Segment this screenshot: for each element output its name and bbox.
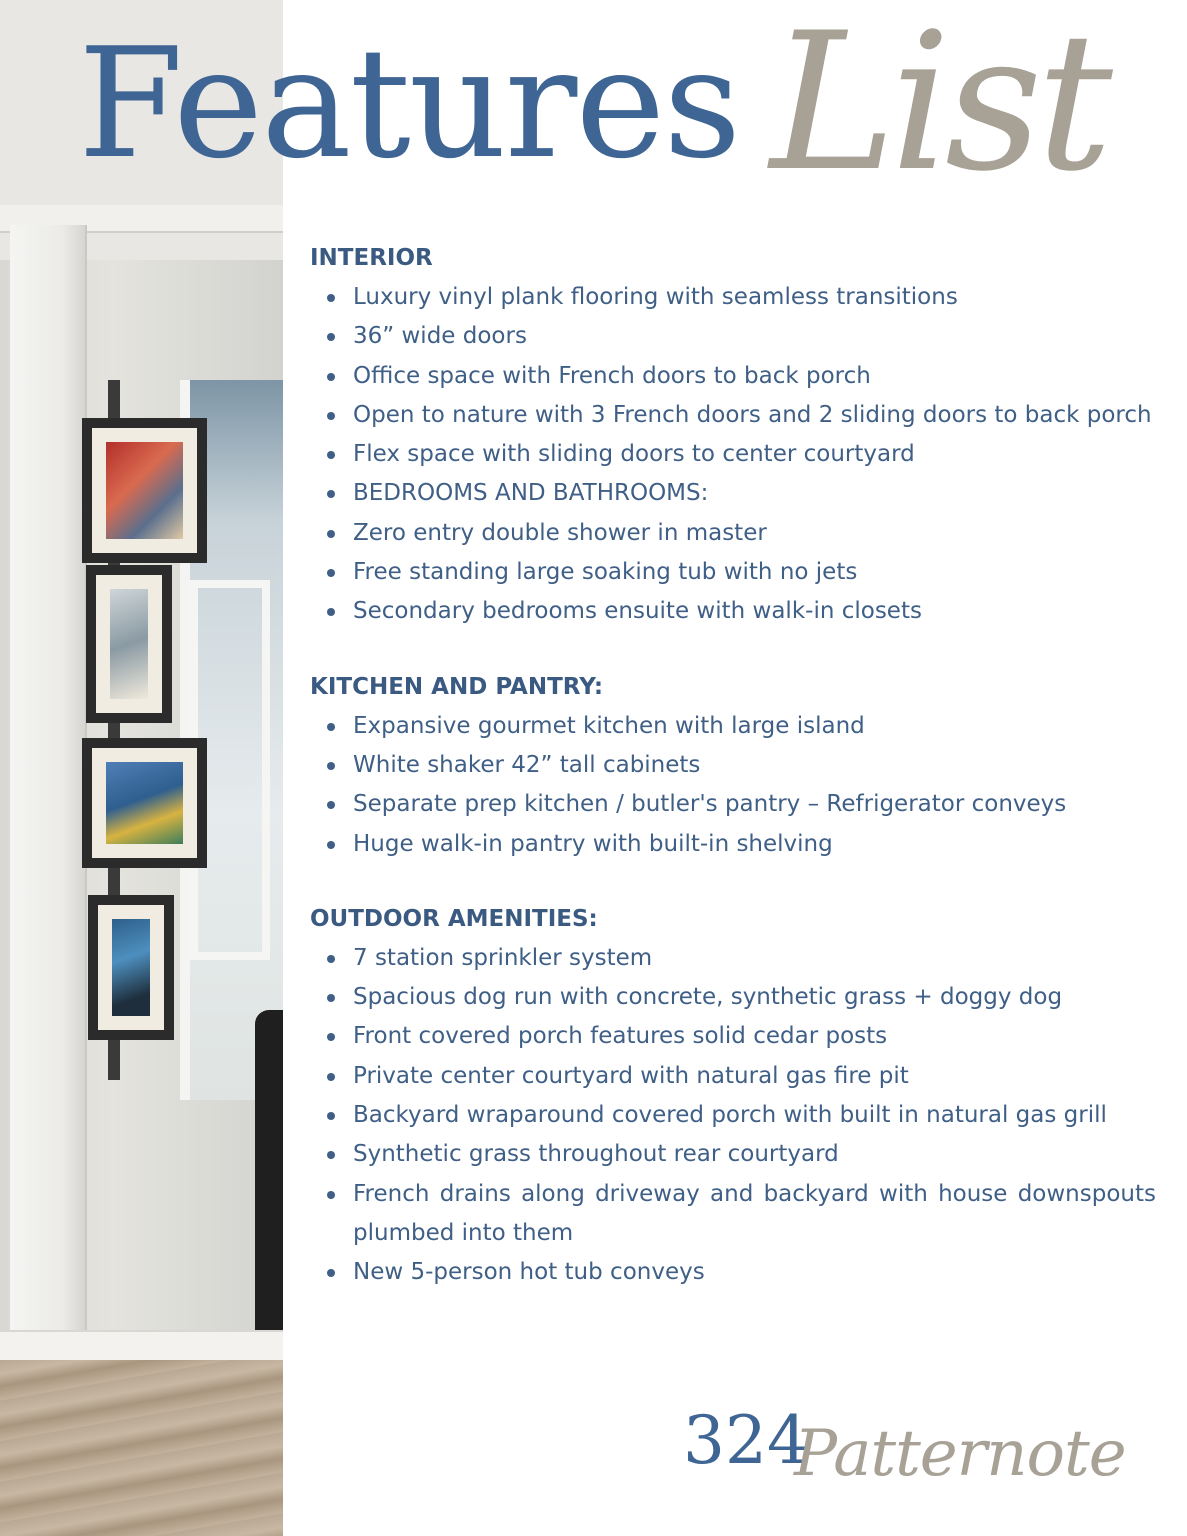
- features-content: [310, 240, 1156, 1330]
- list-item: Spacious dog run with concrete, synthetic grass + doggy dog: [310, 978, 1156, 1017]
- section-heading: INTERIOR: [310, 245, 433, 271]
- list-item: BEDROOMS AND BATHROOMS:: [310, 474, 1156, 513]
- interior-photo: [0, 0, 283, 1536]
- list-item: Front covered porch features solid cedar posts: [310, 1017, 1156, 1056]
- list-item: New 5-person hot tub conveys: [310, 1253, 1156, 1292]
- page-title-script: List: [770, 0, 1107, 213]
- list-item: French drains along driveway and backyard with house downspouts plumbed into them: [310, 1175, 1156, 1254]
- list-item: Secondary bedrooms ensuite with walk-in closets: [310, 592, 1156, 631]
- section-kitchen: [310, 669, 1156, 864]
- list-item: Office space with French doors to back porch: [310, 357, 1156, 396]
- photo-frame-3: [82, 738, 207, 868]
- photo-floor: [0, 1360, 283, 1536]
- list-item: 36” wide doors: [310, 317, 1156, 356]
- list-item: White shaker 42” tall cabinets: [310, 746, 1156, 785]
- address-number: 324: [683, 1402, 809, 1479]
- list-item: Open to nature with 3 French doors and 2 sliding doors to back porch: [310, 396, 1156, 435]
- address-street-name: Patternote: [794, 1417, 1126, 1491]
- section-heading: KITCHEN AND PANTRY:: [310, 673, 604, 700]
- feature-list: [310, 707, 1156, 864]
- page-title: Features: [78, 15, 740, 192]
- photo-frame-2: [86, 565, 172, 723]
- list-item: Synthetic grass throughout rear courtyard: [310, 1135, 1156, 1174]
- list-item: Private center courtyard with natural gas fire pit: [310, 1057, 1156, 1096]
- photo-frame-1: [82, 418, 207, 563]
- section-heading: OUTDOOR AMENITIES:: [310, 905, 598, 932]
- photo-chair: [255, 1010, 283, 1330]
- photo-pillar: [10, 225, 87, 1425]
- section-outdoor: [310, 901, 1156, 1293]
- section-interior: [310, 240, 1156, 632]
- list-item: Huge walk-in pantry with built-in shelving: [310, 825, 1156, 864]
- list-item: Backyard wraparound covered porch with built in natural gas grill: [310, 1096, 1156, 1135]
- feature-list: [310, 278, 1156, 632]
- list-item: Separate prep kitchen / butler's pantry – Refrigerator conveys: [310, 785, 1156, 824]
- list-item: 7 station sprinkler system: [310, 939, 1156, 978]
- list-item: Flex space with sliding doors to center courtyard: [310, 435, 1156, 474]
- list-item: Free standing large soaking tub with no jets: [310, 553, 1156, 592]
- feature-list: [310, 939, 1156, 1293]
- list-item: Zero entry double shower in master: [310, 514, 1156, 553]
- list-item: Luxury vinyl plank flooring with seamless transitions: [310, 278, 1156, 317]
- photo-frame-4: [88, 895, 174, 1040]
- list-item: Expansive gourmet kitchen with large island: [310, 707, 1156, 746]
